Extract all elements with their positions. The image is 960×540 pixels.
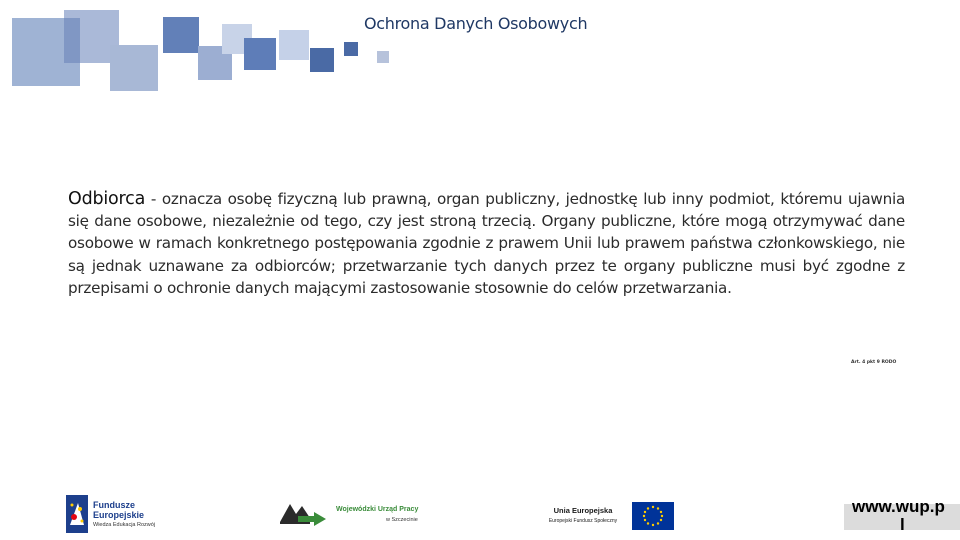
decor-square xyxy=(64,18,80,63)
decor-square xyxy=(279,30,309,60)
page-title: Ochrona Danych Osobowych xyxy=(364,14,588,33)
definition-text: - oznacza osobę fizyczną lub prawną, organ publiczny, jednostkę lub inny podmiot, któremu ujawnia się dane osobowe, niezależnie od tego, czy jest stroną trzecią. Organy publiczne, które mogą otrzymywać dane osobowe w ramach konkretnego postępowania zgodnie z prawem Unii lub prawem państwa członkowskiego, nie są jednak uznawane za odbiorców; przetwarzanie tych danych przez te organy publiczne musi być zgodne z przepisami o ochronie danych mającymi zastosowanie stosownie do celów przetwarzania. xyxy=(68,190,905,297)
fundusze-europejskie-icon xyxy=(66,495,88,533)
website-url[interactable]: www.wup.p xyxy=(852,497,945,516)
fe-line2: Europejskie xyxy=(93,510,145,520)
fe-line3: Wiedza Edukacja Rozwój xyxy=(93,522,156,528)
decor-square xyxy=(344,42,358,56)
decor-square xyxy=(244,38,276,70)
eu-flag-icon xyxy=(632,502,674,530)
website-url-tail[interactable]: l xyxy=(900,515,905,534)
logo-fundusze-europejskie xyxy=(66,494,176,534)
decor-square xyxy=(163,17,199,53)
wup-line2: w Szczecinie xyxy=(386,517,418,523)
ue-line2: Europejski Fundusz Społeczny xyxy=(548,518,618,524)
decor-square xyxy=(310,48,334,72)
logo-unia-europejska xyxy=(538,502,678,532)
wup-icon xyxy=(280,500,330,526)
ue-line1: Unia Europejska xyxy=(553,506,613,515)
defined-term: Odbiorca xyxy=(68,189,146,209)
fe-line1: Fundusze xyxy=(93,500,135,510)
decor-square xyxy=(377,51,389,63)
definition-paragraph xyxy=(68,188,905,299)
source-citation: Art. 4 pkt 9 RODO xyxy=(851,360,897,365)
logo-wup xyxy=(280,500,430,530)
footer xyxy=(0,490,960,540)
decor-square xyxy=(110,45,158,91)
wup-line1: Wojewódzki Urząd Pracy xyxy=(336,506,419,513)
